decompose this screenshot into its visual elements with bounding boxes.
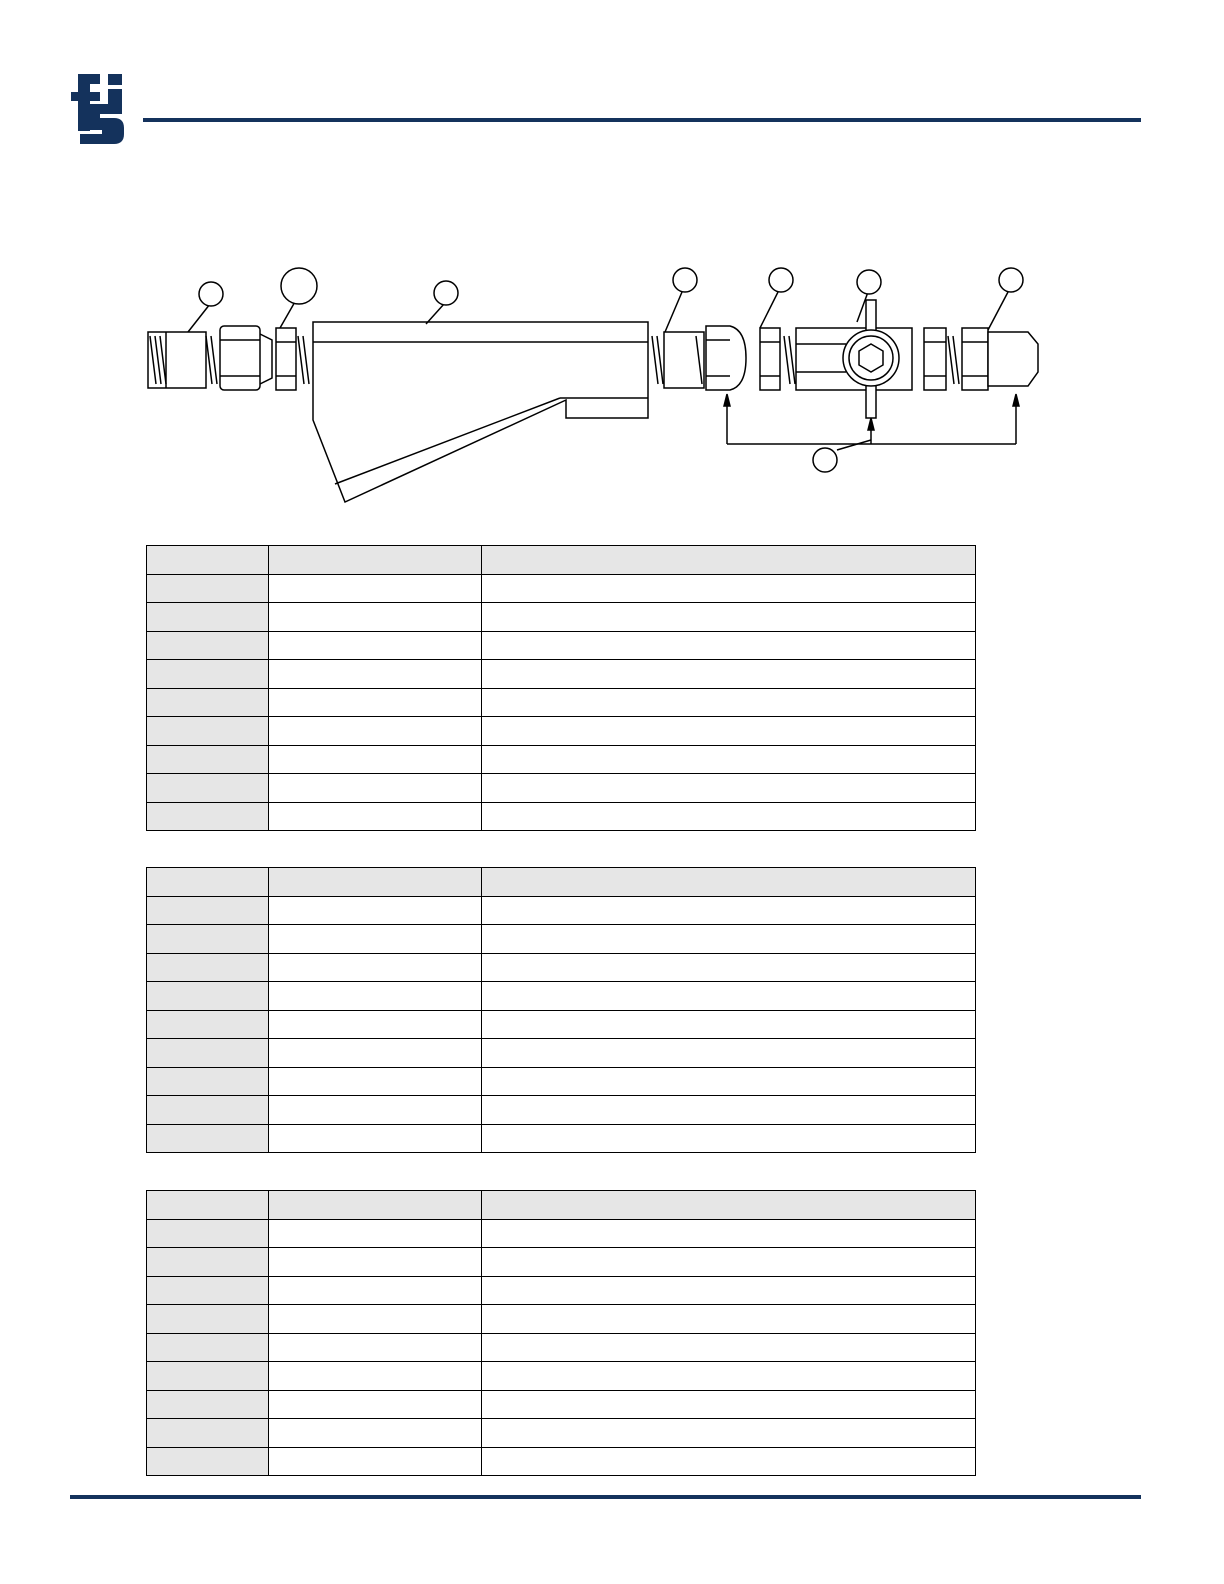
table-cell <box>269 774 482 803</box>
table-cell <box>147 1362 269 1391</box>
table-cell <box>269 1447 482 1476</box>
table-row <box>147 1333 976 1362</box>
table-row <box>147 1276 976 1305</box>
table-cell <box>269 1067 482 1096</box>
table-row <box>147 1419 976 1448</box>
table-cell <box>482 953 976 982</box>
parts-diagram <box>130 260 1060 510</box>
table-cell <box>269 1039 482 1068</box>
table-row <box>147 688 976 717</box>
table-row <box>147 745 976 774</box>
table-cell <box>482 1419 976 1448</box>
end-fitting <box>924 328 1038 390</box>
table-cell <box>269 660 482 689</box>
header-cell <box>482 1191 976 1220</box>
ball-valve <box>796 300 912 418</box>
table-cell <box>269 925 482 954</box>
table-row <box>147 1390 976 1419</box>
table-cell <box>269 745 482 774</box>
header-cell <box>482 868 976 897</box>
table-cell <box>269 603 482 632</box>
fis-logo-icon <box>66 70 132 146</box>
table-row <box>147 1248 976 1277</box>
table-cell <box>482 717 976 746</box>
table-cell <box>482 1276 976 1305</box>
table-cell <box>482 1124 976 1153</box>
parts-table-2 <box>146 867 976 1153</box>
parts-table-3 <box>146 1190 976 1476</box>
table-row <box>147 982 976 1011</box>
table-cell <box>482 1390 976 1419</box>
table-row <box>147 1219 976 1248</box>
table-cell <box>147 1248 269 1277</box>
parts-table-1 <box>146 545 976 831</box>
table-cell <box>147 1067 269 1096</box>
table-cell <box>269 1124 482 1153</box>
table-cell <box>147 1276 269 1305</box>
table-cell <box>482 802 976 831</box>
table-cell <box>482 1447 976 1476</box>
table-cell <box>269 1096 482 1125</box>
table-row <box>147 574 976 603</box>
left-threaded-fitting <box>148 326 272 390</box>
table-header-row <box>147 1191 976 1220</box>
table-row <box>147 802 976 831</box>
table-cell <box>147 1124 269 1153</box>
table-cell <box>269 1219 482 1248</box>
header-cell <box>147 1191 269 1220</box>
table-row <box>147 896 976 925</box>
header-cell <box>147 546 269 575</box>
table-cell <box>269 631 482 660</box>
table-row <box>147 1096 976 1125</box>
table-row <box>147 603 976 632</box>
table-cell <box>269 1390 482 1419</box>
table-cell <box>482 745 976 774</box>
table-cell <box>147 1390 269 1419</box>
table-row <box>147 1447 976 1476</box>
table-row <box>147 660 976 689</box>
table-cell <box>269 1362 482 1391</box>
table-cell <box>269 717 482 746</box>
table-row <box>147 1010 976 1039</box>
table-header-row <box>147 546 976 575</box>
header-cell <box>269 546 482 575</box>
table-cell <box>147 1039 269 1068</box>
table-cell <box>147 982 269 1011</box>
header-cell <box>147 868 269 897</box>
table-cell <box>147 1010 269 1039</box>
table-cell <box>147 925 269 954</box>
table-header-row <box>147 868 976 897</box>
table-cell <box>269 982 482 1011</box>
table-cell <box>482 774 976 803</box>
table-cell <box>269 574 482 603</box>
table-cell <box>269 1333 482 1362</box>
table-cell <box>482 925 976 954</box>
table-cell <box>482 1039 976 1068</box>
table-cell <box>482 1010 976 1039</box>
table-cell <box>482 1248 976 1277</box>
table-cell <box>269 896 482 925</box>
table-row <box>147 1362 976 1391</box>
table-cell <box>482 603 976 632</box>
table-cell <box>147 1419 269 1448</box>
table-cell <box>147 631 269 660</box>
header-cell <box>482 546 976 575</box>
table-cell <box>147 603 269 632</box>
table-cell <box>147 896 269 925</box>
table-row <box>147 1305 976 1334</box>
table-cell <box>269 1276 482 1305</box>
table-cell <box>147 953 269 982</box>
spool-body <box>313 322 648 502</box>
table-cell <box>482 1096 976 1125</box>
table-cell <box>482 574 976 603</box>
table-cell <box>482 1362 976 1391</box>
table-cell <box>482 896 976 925</box>
table-cell <box>147 802 269 831</box>
table-cell <box>269 1305 482 1334</box>
table-row <box>147 953 976 982</box>
table-cell <box>147 1305 269 1334</box>
table-row <box>147 1039 976 1068</box>
table-cell <box>147 1447 269 1476</box>
table-cell <box>147 574 269 603</box>
table-cell <box>269 1419 482 1448</box>
header-cell <box>269 1191 482 1220</box>
table-row <box>147 717 976 746</box>
table-cell <box>147 1096 269 1125</box>
table-row <box>147 1067 976 1096</box>
company-logo <box>66 70 132 146</box>
table-cell <box>269 953 482 982</box>
table-cell <box>482 660 976 689</box>
table-row <box>147 631 976 660</box>
table-cell <box>147 717 269 746</box>
table-cell <box>482 1067 976 1096</box>
jam-nut <box>276 328 309 390</box>
table-cell <box>147 688 269 717</box>
header-rule <box>143 118 1141 122</box>
table-cell <box>147 745 269 774</box>
table-row <box>147 774 976 803</box>
table-cell <box>482 1305 976 1334</box>
table-cell <box>269 1248 482 1277</box>
table-row <box>147 925 976 954</box>
table-cell <box>482 982 976 1011</box>
table-cell <box>269 688 482 717</box>
right-threaded-fitting <box>652 326 795 390</box>
table-cell <box>482 688 976 717</box>
table-cell <box>482 1219 976 1248</box>
table-cell <box>269 1010 482 1039</box>
table-cell <box>482 631 976 660</box>
footer-rule <box>70 1495 1141 1499</box>
header-cell <box>269 868 482 897</box>
table-row <box>147 1124 976 1153</box>
table-cell <box>147 774 269 803</box>
table-cell <box>147 1219 269 1248</box>
table-cell <box>269 802 482 831</box>
table-cell <box>147 1333 269 1362</box>
table-cell <box>482 1333 976 1362</box>
table-cell <box>147 660 269 689</box>
